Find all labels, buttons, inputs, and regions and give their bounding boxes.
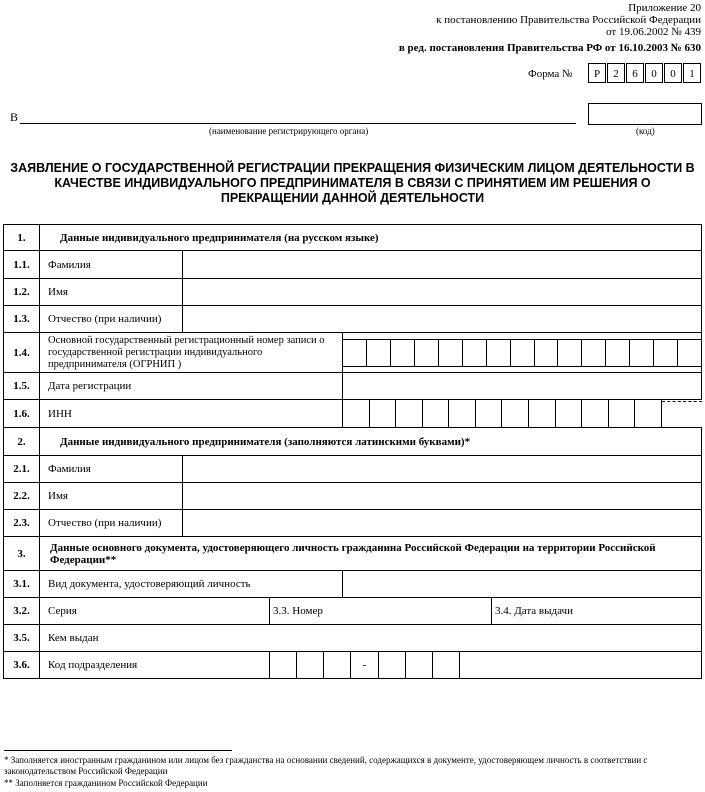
number-field[interactable]: 3.3. Номер bbox=[270, 598, 492, 624]
decree-date-line: от 19.06.2002 № 439 bbox=[606, 26, 701, 38]
section-title: Данные индивидуального предпринимателя (заполняются латинскими буквами)* bbox=[40, 428, 702, 456]
field-label: Дата регистрации bbox=[40, 373, 343, 400]
form-number-label: Форма № bbox=[528, 68, 573, 80]
row-number: 2.3. bbox=[4, 510, 40, 537]
field-label: Основной государственный регистрационный номер записи о государственной регистрации индивидуального предпринимателя (ОГРНИП ) bbox=[40, 333, 343, 373]
footnote-1: * Заполняется иностранным гражданином или лицом без гражданства на основании сведений, содержащихся в документе, удостоверяющем личность в соответствии с законодательством Российской Федерации bbox=[4, 755, 648, 776]
field-label: Имя bbox=[40, 483, 183, 510]
row-number: 3.6. bbox=[4, 652, 40, 679]
form-digit: 0 bbox=[664, 63, 682, 83]
field-label: Имя bbox=[40, 279, 183, 306]
form-digit: 1 bbox=[683, 63, 701, 83]
field-label: Фамилия bbox=[40, 456, 183, 483]
latin-name-field[interactable] bbox=[183, 483, 702, 510]
code-dash: - bbox=[351, 652, 379, 678]
document-title: ЗАЯВЛЕНИЕ О ГОСУДАРСТВЕННОЙ РЕГИСТРАЦИИ ПРЕКРАЩЕНИЯ ФИЗИЧЕСКИМ ЛИЦОМ ДЕЯТЕЛЬНОСТИ В КАЧЕСТВЕ ИНДИВИДУАЛЬНОГО ПРЕДПРИНИМАТЕЛЯ В СВЯЗИ С ПРИНЯТИЕМ ИМ РЕШЕНИЯ О ПРЕКРАЩЕНИИ ДАННОЙ ДЕЯТЕЛЬНОСТИ bbox=[10, 161, 695, 205]
application-table bbox=[3, 224, 702, 679]
inn-boxes[interactable] bbox=[343, 400, 702, 428]
row-number: 3.5. bbox=[4, 625, 40, 652]
authority-prefix: В bbox=[10, 110, 19, 124]
ogrnip-boxes[interactable] bbox=[343, 333, 702, 373]
authority-input-line[interactable] bbox=[20, 123, 576, 124]
latin-surname-field[interactable] bbox=[183, 456, 702, 483]
document-type-field[interactable] bbox=[343, 571, 702, 598]
section-title: Данные индивидуального предпринимателя (на русском языке) bbox=[40, 225, 702, 251]
amendment-line: в ред. постановления Правительства РФ от 16.10.2003 № 630 bbox=[398, 42, 701, 54]
series-field[interactable]: Серия bbox=[40, 598, 270, 624]
field-label: ИНН bbox=[40, 400, 343, 428]
surname-field[interactable] bbox=[183, 251, 702, 279]
name-field[interactable] bbox=[183, 279, 702, 306]
subdivision-code-part1[interactable] bbox=[270, 652, 351, 678]
decree-line: к постановлению Правительства Российской Федерации bbox=[436, 14, 701, 26]
section-number: 1. bbox=[4, 225, 40, 251]
patronymic-field[interactable] bbox=[183, 306, 702, 333]
row-number: 2.1. bbox=[4, 456, 40, 483]
field-label: Фамилия bbox=[40, 251, 183, 279]
code-caption: (код) bbox=[636, 126, 655, 136]
field-label: Отчество (при наличии) bbox=[40, 306, 183, 333]
section-title: Данные основного документа, удостоверяющего личность гражданина Российской Федерации на территории Российской Федерации** bbox=[40, 537, 702, 571]
latin-patronymic-field[interactable] bbox=[183, 510, 702, 537]
form-digit: 2 bbox=[607, 63, 625, 83]
row-number: 1.5. bbox=[4, 373, 40, 400]
form-digit: 6 bbox=[626, 63, 644, 83]
authority-code-box[interactable] bbox=[588, 103, 702, 125]
subdivision-code-part2[interactable] bbox=[379, 652, 460, 678]
field-label: Вид документа, удостоверяющий личность bbox=[40, 571, 343, 598]
row-number: 1.1. bbox=[4, 251, 40, 279]
form-digit: 0 bbox=[645, 63, 663, 83]
authority-caption: (наименование регистрирующего органа) bbox=[209, 126, 369, 136]
row-number: 1.3. bbox=[4, 306, 40, 333]
issue-date-field[interactable]: 3.4. Дата выдачи bbox=[495, 605, 573, 617]
issued-by-field[interactable]: Кем выдан bbox=[40, 625, 702, 652]
form-digit: Р bbox=[588, 63, 606, 83]
row-number: 1.4. bbox=[4, 333, 40, 373]
section-number: 3. bbox=[4, 537, 40, 571]
row-number: 1.2. bbox=[4, 279, 40, 306]
section-number: 2. bbox=[4, 428, 40, 456]
row-number: 2.2. bbox=[4, 483, 40, 510]
footnote-divider bbox=[4, 750, 232, 751]
appendix-line: Приложение 20 bbox=[628, 2, 701, 14]
field-label: Отчество (при наличии) bbox=[40, 510, 183, 537]
field-label: Код подразделения bbox=[40, 652, 270, 678]
footnote-2: ** Заполняется гражданином Российской Федерации bbox=[4, 778, 208, 788]
row-number: 1.6. bbox=[4, 400, 40, 428]
registration-date-field[interactable] bbox=[343, 373, 702, 400]
row-number: 3.2. bbox=[4, 598, 40, 625]
row-number: 3.1. bbox=[4, 571, 40, 598]
